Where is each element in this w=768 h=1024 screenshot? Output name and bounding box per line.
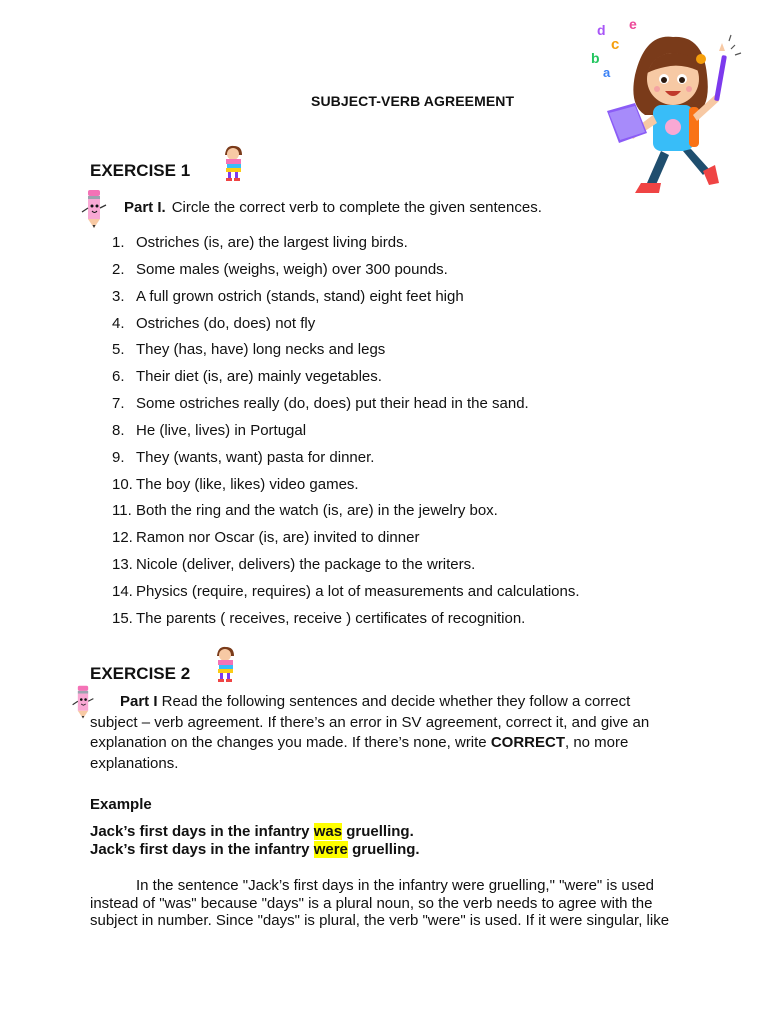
item-number: 14. xyxy=(112,582,133,600)
item-text: A full grown ostrich (stands, stand) eight feet high xyxy=(136,287,464,305)
exercise2-heading: EXERCISE 2 xyxy=(90,664,191,683)
list-item xyxy=(112,475,580,502)
exercise2-instruction xyxy=(90,692,670,775)
correct-keyword: CORRECT xyxy=(490,734,565,752)
item-number: 3. xyxy=(112,287,125,305)
exercise1-instruction-text: Circle the correct verb to complete the given sentences. xyxy=(171,199,542,216)
list-item xyxy=(112,367,580,394)
example-heading: Example xyxy=(90,796,152,813)
item-number: 8. xyxy=(112,421,125,439)
example-explanation xyxy=(90,877,680,930)
letter-a: a xyxy=(603,65,611,80)
exercise1-instruction xyxy=(124,199,542,216)
item-text: Nicole (deliver, delivers) the package to the writers. xyxy=(136,556,476,574)
item-text: They (has, have) long necks and legs xyxy=(136,341,386,359)
exercise2-instruction-end: , no more explanations. xyxy=(90,734,629,773)
explanation-text: In the sentence "Jack’s first days in the infantry were gruelling," "were" is used instead of "was" because "days" is a plural noun, so the verb needs to agree with the subject in number. Since "days" is plural, the verb "were" is used. If it were singular, like xyxy=(90,877,670,930)
item-text: Ostriches (is, are) the largest living birds. xyxy=(136,234,408,251)
item-number: 10. xyxy=(112,475,133,493)
item-number: 6. xyxy=(112,368,125,386)
item-text: Ramon nor Oscar (is, are) invited to dinner xyxy=(136,529,420,547)
letter-b: b xyxy=(591,50,600,66)
item-text: Some males (weighs, weigh) over 300 pounds. xyxy=(136,260,448,278)
list-item xyxy=(112,582,580,609)
exercise1-item-list xyxy=(112,233,580,636)
item-text: Physics (require, requires) a lot of measurements and calculations. xyxy=(136,582,580,600)
list-item xyxy=(112,609,580,636)
list-item xyxy=(112,501,580,528)
item-text: Some ostriches really (do, does) put their head in the sand. xyxy=(136,395,529,413)
list-item xyxy=(112,555,580,582)
item-number: 13. xyxy=(112,556,133,574)
letter-c: c xyxy=(611,36,620,53)
sentence-text: Jack’s first days in the infantry xyxy=(90,841,314,858)
item-text: The parents ( receives, receive ) certificates of recognition. xyxy=(136,609,526,627)
sentence-text: Jack’s first days in the infantry xyxy=(90,823,314,840)
item-number: 15. xyxy=(112,609,133,627)
example-sentence-correct xyxy=(90,841,420,858)
letter-e: e xyxy=(629,16,637,32)
list-item xyxy=(112,448,580,475)
item-text: Their diet (is, are) mainly vegetables. xyxy=(136,368,382,386)
list-item xyxy=(112,394,580,421)
item-text: The boy (like, likes) video games. xyxy=(136,475,359,493)
list-item xyxy=(112,260,580,287)
page-title: SUBJECT-VERB AGREEMENT xyxy=(311,93,515,109)
highlighted-verb: were xyxy=(313,841,348,858)
exercise2-part-label: Part I xyxy=(120,693,158,710)
highlighted-verb: was xyxy=(313,823,343,840)
item-number: 4. xyxy=(112,314,125,332)
girl-books-icon xyxy=(218,143,248,183)
list-item xyxy=(112,528,580,555)
list-item xyxy=(112,314,580,341)
list-item xyxy=(112,421,580,448)
exercise1-heading: EXERCISE 1 xyxy=(90,161,191,180)
list-item xyxy=(112,287,580,314)
list-item xyxy=(112,340,580,367)
item-number: 11. xyxy=(112,502,132,520)
pencil-mascot-icon xyxy=(79,188,109,232)
sentence-text: gruelling. xyxy=(342,823,414,840)
girl-reading-illustration xyxy=(585,15,745,205)
item-text: Ostriches (do, does) not fly xyxy=(136,314,316,332)
girl-books-icon xyxy=(210,644,240,684)
item-number: 9. xyxy=(112,448,125,466)
item-number: 5. xyxy=(112,341,125,359)
item-text: They (wants, want) pasta for dinner. xyxy=(136,448,375,466)
item-text: He (live, lives) in Portugal xyxy=(136,421,307,439)
letter-d: d xyxy=(597,22,606,38)
item-number: 12. xyxy=(112,529,133,547)
list-item xyxy=(112,233,580,260)
item-number: 7. xyxy=(112,395,125,413)
exercise2-instruction-text: Read the following sentences and decide whether they follow a correct subject – verb agreement. If there’s an error in SV agreement, correct it, and give an explanation on the changes you made. If there’s none, write xyxy=(90,693,650,752)
exercise1-part-label: Part I. xyxy=(124,199,166,216)
item-number: 2. xyxy=(112,260,125,278)
item-text: Both the ring and the watch (is, are) in the jewelry box. xyxy=(136,502,498,520)
item-number: 1. xyxy=(112,234,125,251)
example-sentence-incorrect xyxy=(90,823,414,840)
sentence-text: gruelling. xyxy=(347,841,420,858)
